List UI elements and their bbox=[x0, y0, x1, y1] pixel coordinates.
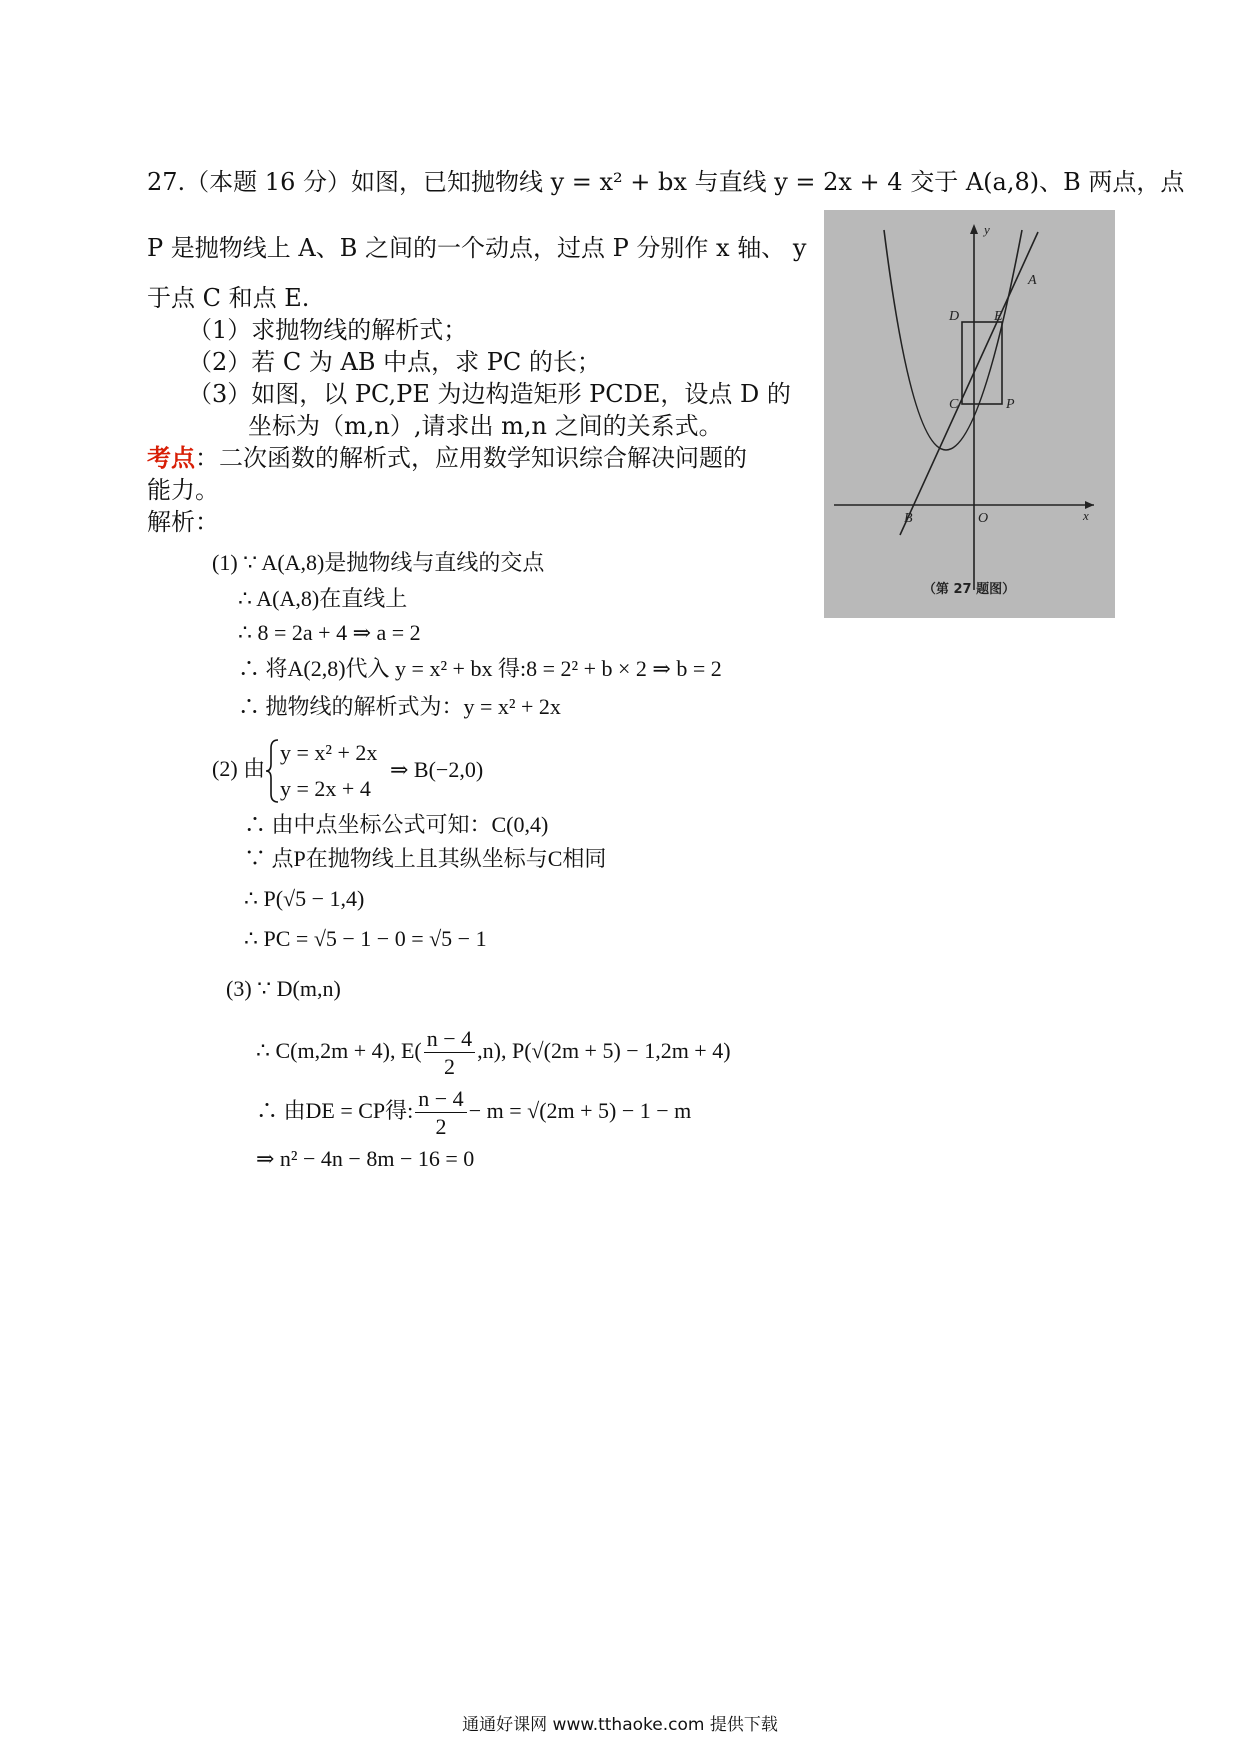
solution-1-line-5: ∴ 抛物线的解析式为：y = x² + 2x bbox=[238, 694, 561, 719]
system-result: ⇒ B(−2,0) bbox=[390, 757, 484, 782]
solution-2-prefix: (2) 由 bbox=[212, 756, 266, 781]
solution-2-line-5: ∴ PC = √5 − 1 − 0 = √5 − 1 bbox=[244, 926, 487, 951]
figure-caption: （第 27 题图） bbox=[922, 582, 1016, 597]
analysis-label: 解析： bbox=[147, 508, 219, 536]
system-equation-2: y = 2x + 4 bbox=[280, 776, 371, 801]
label-o: O bbox=[978, 511, 989, 526]
question-3-line-2: 坐标为（m,n）,请求出 m,n 之间的关系式。 bbox=[248, 412, 723, 440]
solution-3-line-2-start: ∴ C(m,2m + 4), E( bbox=[256, 1038, 422, 1064]
solution-3-line-3 bbox=[256, 1088, 691, 1138]
kaodian-line-1 bbox=[147, 443, 747, 472]
solution-2-line-2: ∴ 由中点坐标公式可知：C(0,4) bbox=[244, 812, 549, 837]
label-b: B bbox=[904, 511, 913, 526]
question-3-line-1: （3）如图，以 PC,PE 为边构造矩形 PCDE，设点 D 的 bbox=[188, 380, 791, 408]
label-y: y bbox=[984, 222, 990, 237]
solution-1-line-1: (1) ∵ A(A,8)是抛物线与直线的交点 bbox=[212, 550, 545, 575]
kaodian-line-2: 能力。 bbox=[147, 476, 219, 504]
solution-2-line-4: ∴ P(√5 − 1,4) bbox=[244, 886, 365, 911]
figure-background bbox=[824, 210, 1115, 618]
solution-1-line-4: ∴ 将A(2,8)代入 y = x² + bx 得:8 = 2² + b × 2 ⇒ b = 2 bbox=[238, 656, 722, 681]
solution-3-line-2-end: ,n), P(√(2m + 5) − 1,2m + 4) bbox=[477, 1038, 731, 1064]
problem-line-2: P 是抛物线上 A、B 之间的一个动点，过点 P 分别作 x 轴、 y bbox=[147, 234, 807, 262]
fraction-2 bbox=[415, 1088, 466, 1138]
solution-3-line-3-end: − m = √(2m + 5) − 1 − m bbox=[468, 1098, 692, 1124]
label-d: D bbox=[949, 309, 960, 324]
label-c: C bbox=[949, 397, 959, 412]
question-1: （1）求抛物线的解析式； bbox=[188, 316, 468, 344]
fraction-1-denominator: 2 bbox=[443, 1054, 455, 1079]
solution-3-line-2 bbox=[256, 1028, 731, 1078]
solution-3-line-1: (3) ∵ D(m,n) bbox=[226, 976, 341, 1001]
fraction-1 bbox=[424, 1028, 475, 1078]
question-2: （2）若 C 为 AB 中点，求 PC 的长； bbox=[188, 348, 601, 376]
kaodian-label: 考点 bbox=[147, 443, 195, 472]
problem-line-1: 27.（本题 16 分）如图，已知抛物线 y = x² + bx 与直线 y = 2x + 4 交于 A(a,8)、B 两点，点 bbox=[147, 168, 1185, 196]
solution-2-line-3: ∵ 点P在抛物线上且其纵坐标与C相同 bbox=[244, 846, 607, 871]
label-e: E bbox=[994, 309, 1003, 324]
fraction-1-numerator: n − 4 bbox=[424, 1028, 475, 1053]
system-brace bbox=[264, 738, 280, 804]
solution-3-line-4: ⇒ n² − 4n − 8m − 16 = 0 bbox=[256, 1146, 475, 1171]
solution-1-line-3: ∴ 8 = 2a + 4 ⇒ a = 2 bbox=[238, 620, 421, 645]
page-footer: 通通好课网 www.tthaoke.com 提供下载 bbox=[462, 1715, 778, 1735]
solution-3-line-3-start: ∴ 由DE = CP得: bbox=[256, 1098, 414, 1124]
system-equation-1: y = x² + 2x bbox=[280, 740, 378, 765]
fraction-2-numerator: n − 4 bbox=[415, 1088, 466, 1113]
figure-27 bbox=[824, 210, 1115, 618]
problem-line-3: 于点 C 和点 E. bbox=[147, 284, 310, 312]
label-a: A bbox=[1028, 273, 1037, 288]
kaodian-text: ：二次函数的解析式，应用数学知识综合解决问题的 bbox=[195, 444, 747, 472]
solution-1-line-2: ∴ A(A,8)在直线上 bbox=[238, 586, 408, 611]
fraction-2-denominator: 2 bbox=[435, 1114, 447, 1139]
label-x: x bbox=[1083, 508, 1089, 523]
label-p: P bbox=[1006, 397, 1015, 412]
